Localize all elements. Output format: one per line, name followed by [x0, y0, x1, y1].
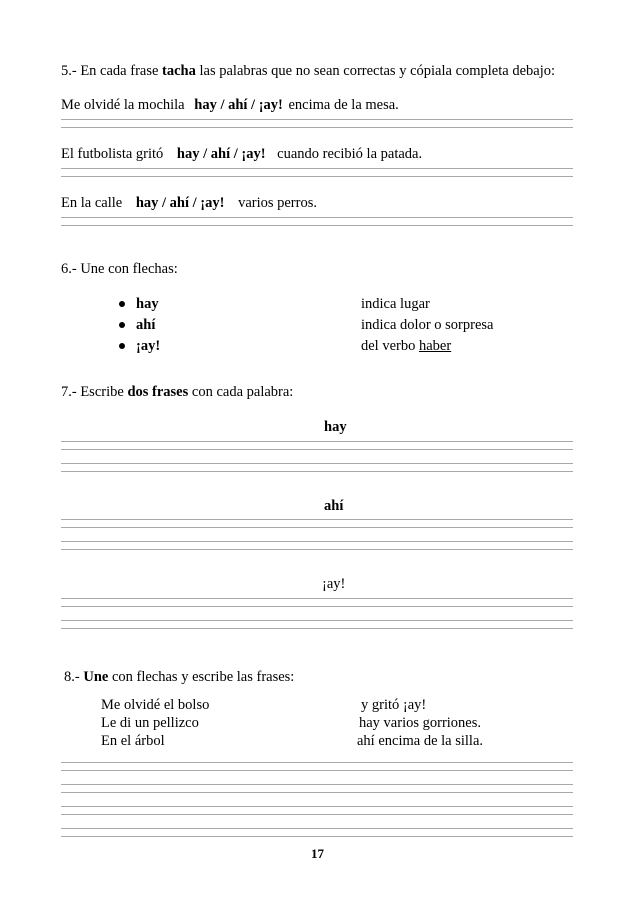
writing-line [61, 168, 573, 169]
word-options: hay / ahí / ¡ay! [194, 97, 283, 113]
writing-line [61, 471, 573, 472]
bullet-icon [119, 343, 125, 349]
writing-line [61, 119, 573, 120]
writing-line [61, 784, 573, 785]
instruction-text: las palabras que no sean correctas y cópiala completa debajo: [195, 63, 556, 79]
sentence-text: El futbolista gritó [61, 146, 167, 162]
match-meaning-2: indica dolor o sorpresa [361, 317, 494, 333]
bullet-icon [119, 322, 125, 328]
exercise-7-instruction [61, 384, 293, 400]
writing-line [61, 217, 573, 218]
writing-line [61, 449, 573, 450]
instruction-text: 7.- Escribe [61, 384, 128, 400]
phrase-end-1: y gritó ¡ay! [361, 697, 427, 713]
match-meaning-3 [361, 338, 451, 354]
writing-line [61, 606, 573, 607]
word-options: hay / ahí / ¡ay! [176, 146, 266, 162]
word-options: hay / ahí / ¡ay! [135, 195, 225, 211]
writing-line [61, 828, 573, 829]
writing-line [61, 806, 573, 807]
word-heading-hay: hay [324, 419, 347, 435]
writing-line [61, 762, 573, 763]
match-word-ay: ¡ay! [136, 338, 161, 354]
exercise-8-instruction [64, 669, 294, 685]
sentence-3 [61, 195, 317, 211]
sentence-text: encima de la mesa. [284, 97, 399, 113]
writing-line [61, 549, 573, 550]
writing-line [61, 176, 573, 177]
instruction-bold: tacha [162, 63, 196, 79]
match-word-ahi: ahí [136, 317, 156, 333]
phrase-start-2: Le di un pellizco [101, 715, 199, 731]
match-word-hay: hay [136, 296, 159, 312]
instruction-text: con flechas y escribe las frases: [108, 669, 295, 685]
instruction-text: 5.- En cada frase [61, 63, 163, 79]
sentence-text: Me olvidé la mochila [61, 97, 189, 113]
writing-line [61, 463, 573, 464]
instruction-text: 8.- [64, 669, 84, 685]
word-heading-ay: ¡ay! [322, 576, 346, 592]
sentence-text: En la calle [61, 195, 126, 211]
writing-line [61, 441, 573, 442]
meaning-underlined: haber [418, 338, 452, 354]
phrase-end-3: ahí encima de la silla. [357, 733, 484, 749]
writing-line [61, 620, 573, 621]
writing-line [61, 770, 573, 771]
writing-line [61, 527, 573, 528]
exercise-6-title: 6.- Une con flechas: [61, 261, 178, 277]
sentence-text: varios perros. [234, 195, 317, 211]
writing-line [61, 541, 573, 542]
instruction-bold: dos frases [127, 384, 189, 400]
phrase-start-1: Me olvidé el bolso [101, 697, 210, 713]
phrase-end-2: hay varios gorriones. [359, 715, 482, 731]
writing-line [61, 836, 573, 837]
writing-line [61, 792, 573, 793]
writing-line [61, 628, 573, 629]
meaning-text: del verbo [361, 338, 419, 354]
word-heading-ahi: ahí [324, 498, 344, 514]
writing-line [61, 225, 573, 226]
bullet-icon [119, 301, 125, 307]
match-meaning-1: indica lugar [361, 296, 430, 312]
phrase-start-3: En el árbol [101, 733, 165, 749]
writing-line [61, 598, 573, 599]
page-number: 17 [311, 846, 324, 861]
instruction-bold: Une [83, 669, 109, 685]
instruction-text: con cada palabra: [188, 384, 294, 400]
writing-line [61, 814, 573, 815]
writing-line [61, 127, 573, 128]
sentence-2 [61, 146, 422, 162]
writing-line [61, 519, 573, 520]
exercise-5-instruction [61, 63, 555, 79]
sentence-text: cuando recibió la patada. [273, 146, 423, 162]
sentence-1 [61, 97, 399, 113]
